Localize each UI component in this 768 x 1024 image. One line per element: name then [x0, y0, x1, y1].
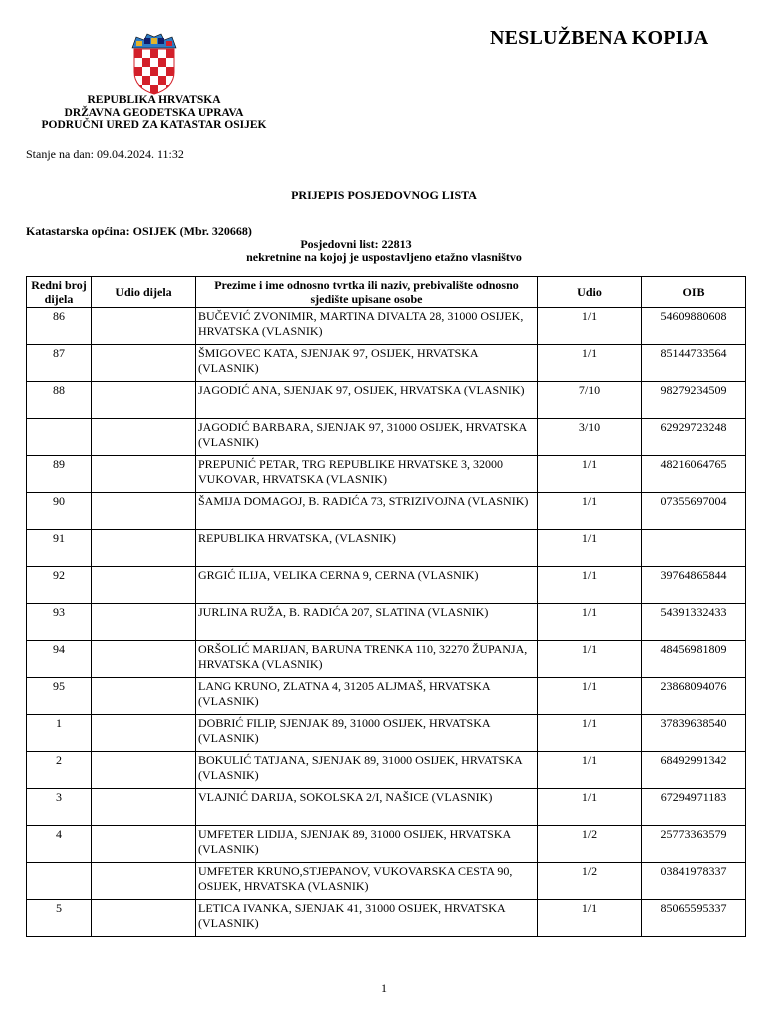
owner: LETICA IVANKA, SJENJAK 41, 31000 OSIJEK, HRVATSKA (VLASNIK) [196, 900, 538, 937]
owner: REPUBLIKA HRVATSKA, (VLASNIK) [196, 530, 538, 567]
share: 1/1 [538, 308, 642, 345]
oib: 98279234509 [642, 382, 746, 419]
table-row [27, 308, 746, 345]
oib: 85144733564 [642, 345, 746, 382]
part-number: 95 [27, 678, 92, 715]
share: 1/2 [538, 826, 642, 863]
share: 1/1 [538, 678, 642, 715]
share: 1/1 [538, 715, 642, 752]
table-row [27, 863, 746, 900]
table-row [27, 419, 746, 456]
issuer-office: PODRUČNI URED ZA KATASTAR OSIJEK [41, 119, 267, 131]
oib: 39764865844 [642, 567, 746, 604]
part-number: 91 [27, 530, 92, 567]
header-oib: OIB [642, 277, 746, 308]
possession-sheet-note: nekretnine na kojoj je uspostavljeno etažno vlasništvo [246, 250, 522, 264]
header-owner: Prezime i ime odnosno tvrtka ili naziv, prebivalište odnosno sjedište upisane osobe [196, 277, 538, 308]
oib: 62929723248 [642, 419, 746, 456]
part-number: 1 [27, 715, 92, 752]
issuer-country: REPUBLIKA HRVATSKA [87, 94, 221, 106]
part-number: 4 [27, 826, 92, 863]
share: 1/1 [538, 456, 642, 493]
table-row [27, 641, 746, 678]
part-number [27, 863, 92, 900]
part-share [92, 345, 196, 382]
table-row [27, 826, 746, 863]
oib: 68492991342 [642, 752, 746, 789]
oib: 54391332433 [642, 604, 746, 641]
table-row [27, 382, 746, 419]
oib: 07355697004 [642, 493, 746, 530]
owner: JAGODIĆ ANA, SJENJAK 97, OSIJEK, HRVATSKA (VLASNIK) [196, 382, 538, 419]
share: 1/1 [538, 345, 642, 382]
part-number: 94 [27, 641, 92, 678]
table-row [27, 678, 746, 715]
part-number: 86 [27, 308, 92, 345]
table-row [27, 789, 746, 826]
oib: 03841978337 [642, 863, 746, 900]
part-share [92, 493, 196, 530]
part-share [92, 456, 196, 493]
cadastral-municipality: Katastarska općina: OSIJEK (Mbr. 320668) [26, 224, 252, 238]
document-title: PRIJEPIS POSJEDOVNOG LISTA [291, 188, 477, 202]
share: 1/1 [538, 530, 642, 567]
part-share [92, 567, 196, 604]
part-number: 93 [27, 604, 92, 641]
owner: ŠMIGOVEC KATA, SJENJAK 97, OSIJEK, HRVATSKA (VLASNIK) [196, 345, 538, 382]
share: 1/1 [538, 567, 642, 604]
owner: BOKULIĆ TATJANA, SJENJAK 89, 31000 OSIJEK, HRVATSKA (VLASNIK) [196, 752, 538, 789]
owner: ŠAMIJA DOMAGOJ, B. RADIĆA 73, STRIZIVOJNA (VLASNIK) [196, 493, 538, 530]
table-header-row [27, 277, 746, 308]
part-share [92, 715, 196, 752]
table-row [27, 752, 746, 789]
table-row [27, 567, 746, 604]
part-share [92, 382, 196, 419]
share: 1/1 [538, 900, 642, 937]
issuer-header [30, 94, 278, 132]
table-row [27, 604, 746, 641]
share: 1/1 [538, 604, 642, 641]
part-number: 92 [27, 567, 92, 604]
part-share [92, 641, 196, 678]
part-share [92, 419, 196, 456]
owner: DOBRIĆ FILIP, SJENJAK 89, 31000 OSIJEK, HRVATSKA (VLASNIK) [196, 715, 538, 752]
header-share: Udio [538, 277, 642, 308]
share: 1/1 [538, 752, 642, 789]
part-number: 89 [27, 456, 92, 493]
table-row [27, 493, 746, 530]
part-share [92, 826, 196, 863]
part-number [27, 419, 92, 456]
owner: PREPUNIĆ PETAR, TRG REPUBLIKE HRVATSKE 3, 32000 VUKOVAR, HRVATSKA (VLASNIK) [196, 456, 538, 493]
oib: 67294971183 [642, 789, 746, 826]
share: 1/1 [538, 641, 642, 678]
part-number: 90 [27, 493, 92, 530]
oib: 48456981809 [642, 641, 746, 678]
issuer-agency: DRŽAVNA GEODETSKA UPRAVA [64, 106, 244, 119]
part-number: 88 [27, 382, 92, 419]
owner: VLAJNIĆ DARIJA, SOKOLSKA 2/I, NAŠICE (VLASNIK) [196, 789, 538, 826]
oib: 23868094076 [642, 678, 746, 715]
part-share [92, 900, 196, 937]
share: 1/1 [538, 789, 642, 826]
table-row [27, 530, 746, 567]
owner: ORŠOLIĆ MARIJAN, BARUNA TRENKA 110, 32270 ŽUPANJA, HRVATSKA (VLASNIK) [196, 641, 538, 678]
owner: JURLINA RUŽA, B. RADIĆA 207, SLATINA (VLASNIK) [196, 604, 538, 641]
header-part-share: Udio dijela [92, 277, 196, 308]
part-share [92, 863, 196, 900]
part-share [92, 678, 196, 715]
share: 3/10 [538, 419, 642, 456]
owner: JAGODIĆ BARBARA, SJENJAK 97, 31000 OSIJEK, HRVATSKA (VLASNIK) [196, 419, 538, 456]
oib: 25773363579 [642, 826, 746, 863]
share: 1/1 [538, 493, 642, 530]
part-share [92, 604, 196, 641]
croatian-coat-of-arms-icon [130, 32, 178, 96]
owner: UMFETER KRUNO,STJEPANOV, VUKOVARSKA CESTA 90, OSIJEK, HRVATSKA (VLASNIK) [196, 863, 538, 900]
part-share [92, 530, 196, 567]
oib [642, 530, 746, 567]
table-row [27, 715, 746, 752]
oib: 37839638540 [642, 715, 746, 752]
unofficial-copy-stamp: NESLUŽBENA KOPIJA [490, 27, 709, 49]
owner: BUČEVIĆ ZVONIMIR, MARTINA DIVALTA 28, 31000 OSIJEK, HRVATSKA (VLASNIK) [196, 308, 538, 345]
table-row [27, 900, 746, 937]
owner: GRGIĆ ILIJA, VELIKA CERNA 9, CERNA (VLASNIK) [196, 567, 538, 604]
status-date: Stanje na dan: 09.04.2024. 11:32 [26, 147, 184, 161]
share: 7/10 [538, 382, 642, 419]
part-share [92, 308, 196, 345]
part-number: 87 [27, 345, 92, 382]
oib: 85065595337 [642, 900, 746, 937]
part-share [92, 752, 196, 789]
owner: LANG KRUNO, ZLATNA 4, 31205 ALJMAŠ, HRVATSKA (VLASNIK) [196, 678, 538, 715]
owner: UMFETER LIDIJA, SJENJAK 89, 31000 OSIJEK, HRVATSKA (VLASNIK) [196, 826, 538, 863]
part-share [92, 789, 196, 826]
oib: 54609880608 [642, 308, 746, 345]
share: 1/2 [538, 863, 642, 900]
owners-table [26, 276, 746, 937]
oib: 48216064765 [642, 456, 746, 493]
part-number: 2 [27, 752, 92, 789]
part-number: 5 [27, 900, 92, 937]
part-number: 3 [27, 789, 92, 826]
table-row [27, 456, 746, 493]
header-part-number: Redni broj dijela [27, 277, 92, 308]
page-number: 1 [381, 981, 387, 995]
possession-sheet-number: Posjedovni list: 22813 [300, 237, 412, 251]
table-row [27, 345, 746, 382]
